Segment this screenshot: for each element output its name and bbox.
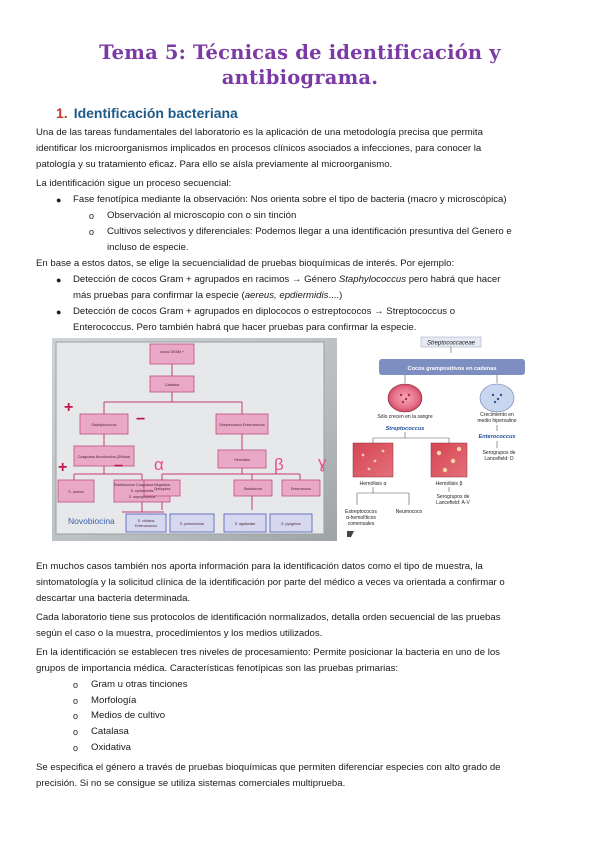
bullet-item: ● Fase fenotípica mediante la observación: Nos orienta sobre el tipo de bacteria (macro y microscópica) bbox=[73, 192, 563, 208]
node-label: Enterococcus bbox=[135, 524, 157, 528]
node-label: S. aureus bbox=[68, 490, 84, 494]
title-line-1: Tema 5: Técnicas de identificación y bbox=[99, 41, 501, 64]
node-label: Staphylococcus bbox=[91, 423, 117, 427]
plus-sign: + bbox=[64, 399, 74, 416]
node-label: S. pyogenes bbox=[281, 522, 301, 526]
fig2-sero-av-1: Serogrupos de bbox=[436, 494, 470, 500]
node-label: Catalasa bbox=[164, 383, 180, 387]
circle-bullet-icon: o bbox=[89, 211, 95, 221]
bullet-dot-icon: ● bbox=[56, 275, 62, 285]
circle-bullet-icon: o bbox=[73, 727, 79, 737]
fig2-family: Streptococcaceae bbox=[426, 340, 476, 347]
novobiocina-label: Novobiocina bbox=[68, 516, 115, 526]
plate-hypersaline bbox=[480, 384, 514, 412]
circle-bullet-icon: o bbox=[73, 743, 79, 753]
paragraph-genero bbox=[36, 760, 564, 792]
alpha-label: α bbox=[154, 455, 164, 474]
paragraph-line: según el caso o la muestra, procedimientos y los medios utilizados. bbox=[36, 628, 323, 639]
minus-sign: − bbox=[136, 411, 146, 428]
figure-cocos-flowchart bbox=[52, 338, 337, 541]
paragraph-line: identificar los microorganismos implicados en procesos clínicos asociados a infecciones, para conocer la bbox=[36, 143, 482, 154]
node-label: Optoquina bbox=[153, 487, 171, 491]
bullet-item: ● Detección de cocos Gram + agrupados en diplococos o estreptococos → Streptococcus o Enterococcus. Pero también habrá que hacer pruebas para confirmar la especie. bbox=[56, 306, 456, 333]
list-item: o Morfología bbox=[91, 693, 136, 709]
paragraph-line: patología y su tratamiento eficaz. Para ello se aísla previamente al microorganismo. bbox=[36, 159, 393, 170]
section-heading bbox=[56, 105, 238, 121]
paragraph-contexto bbox=[36, 559, 564, 607]
section-title: Identificación bacteriana bbox=[73, 105, 238, 121]
paragraph-line: Se especifica el género a través de pruebas bioquímicas que permiten diferenciar especies con alto grado de bbox=[36, 762, 501, 773]
node-s-viridans bbox=[126, 514, 166, 532]
paragraph-niveles bbox=[36, 645, 564, 677]
fig2-streptococcus: Streptococcus bbox=[385, 426, 425, 432]
list-item: o Medios de cultivo bbox=[91, 708, 165, 724]
paragraph-line: descartar una bacteria determinada. bbox=[36, 593, 191, 604]
paragraph-line: En muchos casos también nos aporta información para la identificación datos como el tipo de muestra, la bbox=[36, 561, 483, 572]
node-label: Streptococcus Enterococcus bbox=[219, 423, 265, 427]
sub-bullet-item: o Observación al microscopio con o sin tinción bbox=[107, 208, 562, 224]
node-label: cocos GRAM + bbox=[159, 350, 185, 354]
list-item: o Catalasa bbox=[91, 724, 129, 740]
circle-bullet-icon: o bbox=[89, 227, 95, 237]
fig2-serogrupo-d-1: Serogrupos de bbox=[482, 450, 516, 456]
node-label: S. epidermidis bbox=[130, 489, 154, 493]
bullet-dot-icon: ● bbox=[56, 195, 62, 205]
document-title bbox=[60, 40, 540, 90]
node-root bbox=[150, 344, 194, 364]
paragraph-intro bbox=[36, 125, 564, 173]
paragraph-sequence: La identificación sigue un proceso secuencial: bbox=[36, 178, 232, 189]
minus-sign: − bbox=[114, 458, 124, 475]
fig2-right-label-1: Crecimiento en bbox=[480, 412, 514, 418]
node-label: S. saprophyticus bbox=[128, 495, 156, 499]
node-label: S. agalactiae bbox=[234, 522, 256, 526]
gamma-label: ɣ bbox=[318, 453, 327, 472]
figure-streptococcaceae bbox=[339, 335, 535, 543]
node-label: S. viridans bbox=[137, 519, 155, 523]
fig2-estrep-2: α-hemolíticos bbox=[346, 515, 376, 521]
node-label: Hemólisis bbox=[234, 458, 250, 462]
circle-bullet-icon: o bbox=[73, 696, 79, 706]
section-number: 1. bbox=[56, 105, 68, 121]
agar-alpha bbox=[353, 443, 393, 477]
fig2-header: Cocos grampositivos en cadenas bbox=[407, 366, 497, 372]
node-label: S. pneumoniae bbox=[179, 522, 205, 526]
fig2-hem-beta: Hemólisis β bbox=[435, 481, 463, 487]
bullet-item: ● Detección de cocos Gram + agrupados en racimos → Género Staphylococcus pero habrá que hacer más pruebas para confirmar la especie (aereus, epdiermidis....) bbox=[56, 274, 501, 301]
circle-bullet-icon: o bbox=[73, 711, 79, 721]
plate-blood bbox=[388, 384, 422, 412]
paragraph-line: Una de las tareas fundamentales del laboratorio es la aplicación de una metodología precisa que permita bbox=[36, 127, 483, 138]
list-item: o Oxidativa bbox=[91, 740, 131, 756]
paragraph-bioquimicas: En base a estos datos, se elige la secuencialidad de pruebas bioquímicas de interés. Por ejemplo: bbox=[36, 258, 455, 269]
fig2-neumococo: Neumococo bbox=[395, 509, 423, 515]
title-line-2: antibiograma. bbox=[221, 66, 379, 89]
sub-bullet-item: o Cultivos selectivos y diferenciales: Podemos llegar a una identificación presuntiva del Genero e incluso de especie. bbox=[89, 226, 512, 253]
list-item: o Gram u otras tinciones bbox=[91, 677, 188, 693]
beta-label: β bbox=[274, 455, 284, 474]
fig2-estrep-1: Estreptococos bbox=[345, 509, 377, 515]
plus-sign: + bbox=[58, 459, 68, 476]
fig2-serogrupo-d-2: Lancefield: D bbox=[484, 456, 514, 462]
node-label: Bacitracina bbox=[244, 487, 262, 491]
paragraph-line: En la identificación se establecen tres niveles de procesamiento: Permite posicionar la bacteria en uno de los bbox=[36, 647, 500, 658]
node-label: Estafilococos Coagulasa Negativos bbox=[113, 483, 171, 487]
fig2-estrep-3: comensales bbox=[347, 521, 375, 527]
bullet-dot-icon: ● bbox=[56, 307, 62, 317]
node-label: Coagulasa Novobiocina (DNAsa) bbox=[77, 455, 131, 459]
circle-bullet-icon: o bbox=[73, 680, 79, 690]
paragraph-line: sintomatología y la solicitud clínica de la identificación por parte del médico a veces va orientada a confirmar o bbox=[36, 577, 505, 588]
fig2-left-label: Sólo crecen en la sangre bbox=[377, 414, 433, 420]
paragraph-line: precisión. Si no se consigue se utiliza sistemas comerciales multiprueba. bbox=[36, 778, 346, 789]
fig2-hem-alpha: Hemólisis α bbox=[359, 481, 387, 487]
fig2-right-label-2: medio hipersalino bbox=[477, 418, 517, 424]
paragraph-line: grupos de importancia médica. Características fenotípicas son las pruebas primarias: bbox=[36, 663, 399, 674]
fig2-enterococcus: Enterococcus bbox=[478, 434, 516, 440]
paragraph-line: Cada laboratorio tiene sus protocolos de identificación normalizados, detalla orden secuencial de las pruebas bbox=[36, 612, 501, 623]
paragraph-protocolos bbox=[36, 610, 564, 642]
node-label: Enterococos bbox=[291, 487, 311, 491]
fig2-sero-av-2: Lancefield: A-V bbox=[436, 500, 470, 506]
agar-beta bbox=[431, 443, 467, 477]
